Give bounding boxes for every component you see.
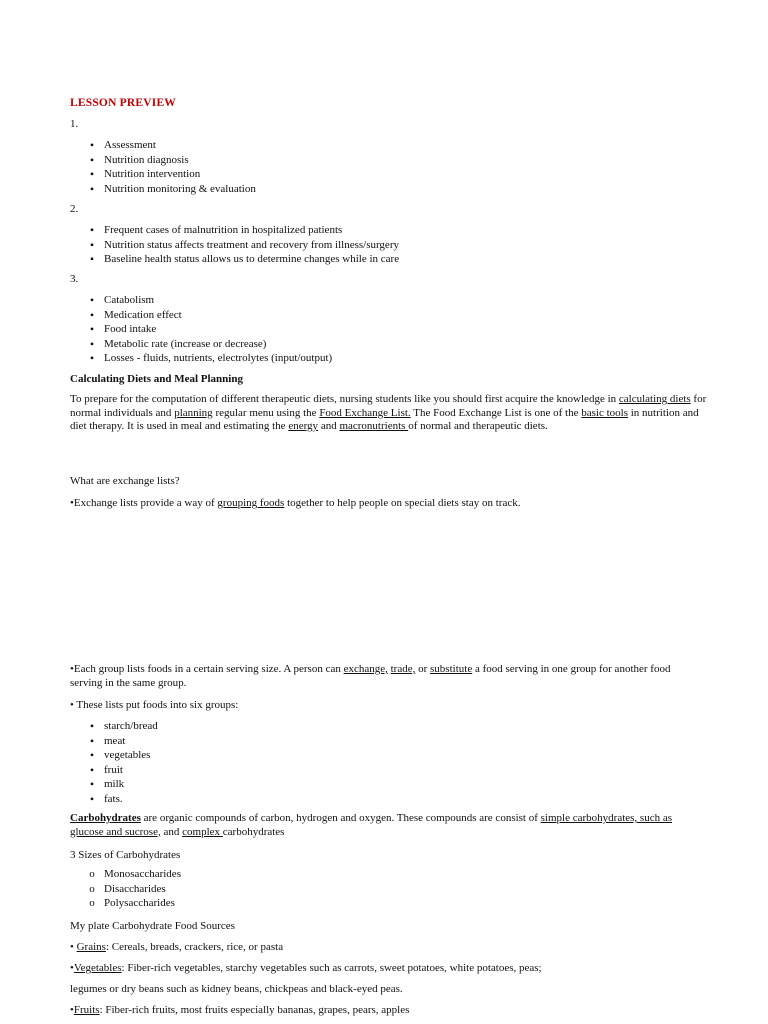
circle-bullet-icon bbox=[87, 882, 97, 897]
link-fruits: Fruits bbox=[73, 1004, 100, 1016]
bullet-icon bbox=[87, 792, 97, 808]
square-bullet-icon bbox=[87, 252, 97, 268]
list-item: • Medication effect bbox=[70, 308, 332, 323]
section-3-list bbox=[70, 293, 332, 366]
bullet-icon bbox=[87, 293, 97, 309]
bullet-icon bbox=[87, 748, 97, 764]
section-2-list bbox=[70, 223, 399, 267]
list-item: ▪ Baseline health status allows us to determine changes while in care bbox=[70, 252, 399, 267]
bullet-icon bbox=[87, 763, 97, 779]
circle-bullet-icon bbox=[87, 896, 97, 911]
lesson-preview-title: LESSON PREVIEW bbox=[70, 97, 177, 109]
exchange-definition: •Exchange lists provide a way of grouping foods together to help people on special diets stay on track. bbox=[70, 497, 521, 509]
fruits-line: •Fruits: Fiber-rich fruits, most fruits especially bananas, grapes, pears, apples bbox=[70, 1004, 410, 1016]
list-item: ▪ Nutrition status affects treatment and recovery from illness/surgery bbox=[70, 238, 399, 253]
link-basic-tools: basic tools bbox=[581, 406, 628, 419]
calc-heading: Calculating Diets and Meal Planning bbox=[70, 373, 243, 385]
list-item: • Metabolic rate (increase or decrease) bbox=[70, 337, 332, 352]
bullet-icon bbox=[87, 138, 97, 154]
list-item: • milk bbox=[70, 777, 158, 792]
bullet-icon bbox=[87, 777, 97, 793]
grains-line: • Grains: Cereals, breads, crackers, rice, or pasta bbox=[70, 941, 284, 953]
link-food-exchange-list: Food Exchange List. bbox=[319, 406, 411, 419]
bullet-icon bbox=[87, 153, 97, 169]
list-item: • meat bbox=[70, 734, 158, 749]
carbohydrates-paragraph: Carbohydrates are organic compounds of carbon, hydrogen and oxygen. These compounds are consist of simple carbohydrates, such as glucose and sucrose, and complex carbohydrates bbox=[70, 812, 673, 838]
list-item: • Nutrition diagnosis bbox=[70, 153, 256, 168]
vegetables-line: •Vegetables: Fiber-rich vegetables, starchy vegetables such as carrots, sweet potatoes, white potatoes, peas; bbox=[70, 962, 542, 974]
section-3-number: 3. bbox=[70, 273, 79, 285]
list-item: ▪ Frequent cases of malnutrition in hospitalized patients bbox=[70, 223, 399, 238]
link-exchange: exchange, bbox=[343, 663, 388, 675]
list-item: o Monosaccharides bbox=[70, 867, 181, 882]
list-item: • Assessment bbox=[70, 138, 256, 153]
link-calculating-diets: calculating diets bbox=[618, 393, 691, 405]
list-item: • Food intake bbox=[70, 322, 332, 337]
carb-sizes-heading: 3 Sizes of Carbohydrates bbox=[70, 849, 181, 861]
calc-intro-paragraph: To prepare for the computation of different therapeutic diets, nursing students like you should first acquire the knowledge in calculating diets for normal individuals and planning regular menu using the Food Exchange List. The Food Exchange List is one of the basic tools in nutrition and diet therapy. It is used in meal and estimating the energy and macronutrients of normal and therapeutic diets. bbox=[70, 393, 707, 432]
link-vegetables: Vegetables bbox=[73, 962, 122, 974]
link-grains: Grains bbox=[76, 941, 106, 953]
exchange-question: What are exchange lists? bbox=[70, 475, 180, 487]
bullet-icon bbox=[87, 322, 97, 338]
section-1-list bbox=[70, 138, 256, 196]
bullet-icon bbox=[87, 308, 97, 324]
list-item: • fruit bbox=[70, 763, 158, 778]
link-grouping-foods: grouping foods bbox=[217, 497, 285, 509]
food-groups-list bbox=[70, 719, 158, 806]
bullet-icon bbox=[87, 734, 97, 750]
list-item: o Polysaccharides bbox=[70, 896, 181, 911]
list-item: • starch/bread bbox=[70, 719, 158, 734]
list-item: • Losses - fluids, nutrients, electrolytes (input/output) bbox=[70, 351, 332, 366]
carb-sources-heading: My plate Carbohydrate Food Sources bbox=[70, 920, 235, 932]
square-bullet-icon bbox=[87, 223, 97, 239]
bullet-icon bbox=[87, 167, 97, 183]
list-item: • Catabolism bbox=[70, 293, 332, 308]
bullet-icon bbox=[87, 337, 97, 353]
legumes-line: legumes or dry beans such as kidney beans, chickpeas and black-eyed peas. bbox=[70, 983, 403, 995]
carbohydrates-term: Carbohydrates bbox=[70, 812, 141, 824]
bullet-icon bbox=[87, 182, 97, 198]
square-bullet-icon bbox=[87, 238, 97, 254]
link-simple-carbohydrates: simple carbohydrates, such as glucose and sucrose, bbox=[70, 812, 673, 838]
list-item: • Nutrition intervention bbox=[70, 167, 256, 182]
bullet-icon bbox=[87, 351, 97, 367]
link-macronutrients: macronutrients bbox=[339, 420, 409, 432]
link-complex: complex bbox=[182, 825, 223, 838]
link-trade: trade, bbox=[390, 663, 416, 675]
six-groups-intro: • These lists put foods into six groups: bbox=[70, 699, 239, 711]
list-item: • Nutrition monitoring & evaluation bbox=[70, 182, 256, 197]
section-1-number: 1. bbox=[70, 118, 79, 130]
circle-bullet-icon bbox=[87, 867, 97, 882]
link-substitute: substitute bbox=[430, 663, 473, 675]
serving-paragraph: •Each group lists foods in a certain serving size. A person can exchange, trade, or substitute a food serving in one group for another food serving in the same group. bbox=[70, 663, 671, 689]
bullet-icon bbox=[87, 719, 97, 735]
link-planning: planning bbox=[174, 406, 213, 419]
list-item: o Disaccharides bbox=[70, 882, 181, 897]
link-energy: energy bbox=[288, 420, 319, 432]
section-2-number: 2. bbox=[70, 203, 79, 215]
list-item: • fats. bbox=[70, 792, 158, 807]
carb-sizes-list bbox=[70, 867, 181, 911]
list-item: • vegetables bbox=[70, 748, 158, 763]
